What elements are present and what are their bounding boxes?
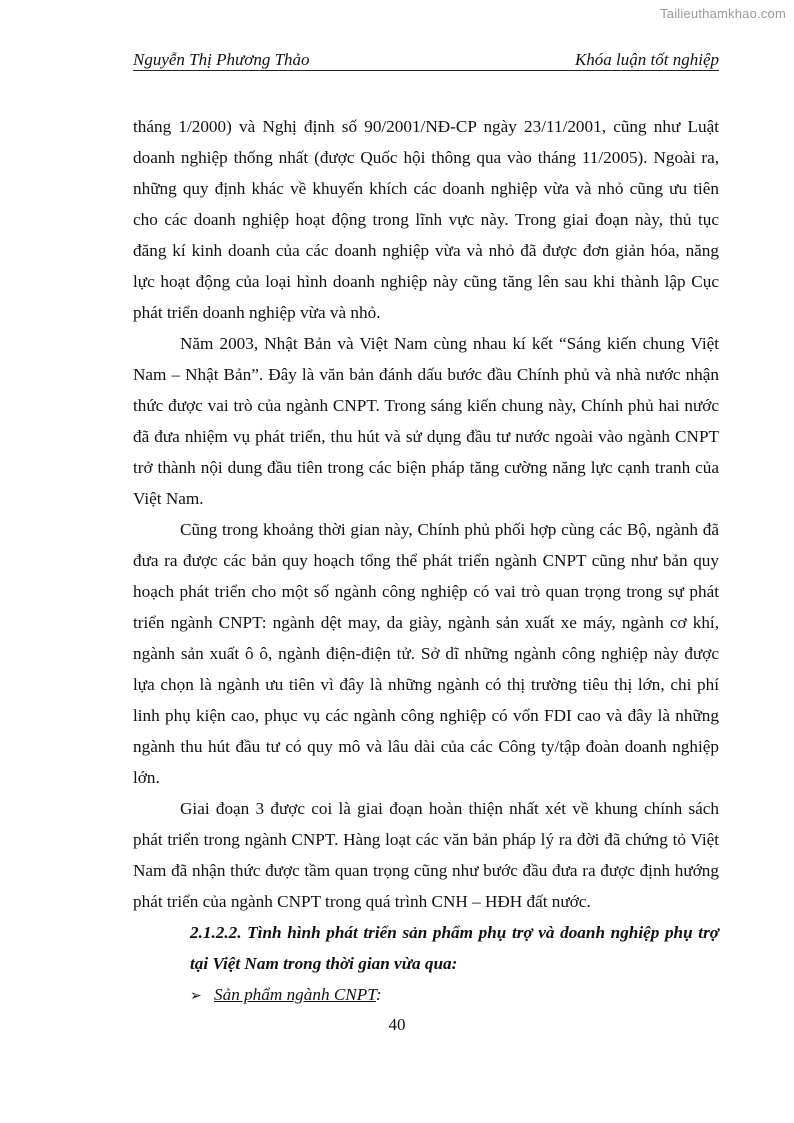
bullet-item bbox=[133, 979, 719, 1012]
bullet-text: Sản phẩm ngành CNPT bbox=[214, 985, 376, 1004]
page-number: 40 bbox=[388, 1015, 406, 1034]
paragraph-phase-3: Giai đoạn 3 được coi là giai đoạn hoàn thiện nhất xét về khung chính sách phát triển trong ngành CNPT. Hàng loạt các văn bản pháp lý ra đời đã chứng tỏ Việt Nam đã nhận thức được tầm quan trọng cũng như bước đầu đưa ra được định hướng phát triển của ngành CNPT trong quá trình CNH – HĐH đất nước. bbox=[133, 799, 719, 911]
paragraph-2003-initiative: Năm 2003, Nhật Bản và Việt Nam cùng nhau kí kết “Sáng kiến chung Việt Nam – Nhật Bản”. Đây là văn bản đánh dấu bước đầu Chính phủ và nhà nước nhận thức được vai trò của ngành CNPT. Trong sáng kiến chung này, Chính phủ hai nước đã đưa nhiệm vụ phát triển, thu hút và sử dụng đầu tư nước ngoài vào ngành CNPT trở thành nội dung đầu tiên trong các biện pháp tăng cường năng lực cạnh tranh của Việt Nam. bbox=[133, 334, 719, 508]
section-heading: 2.1.2.2. Tình hình phát triển sản phẩm phụ trợ và doanh nghiệp phụ trợ tại Việt Nam trong thời gian vừa qua: bbox=[190, 923, 719, 973]
watermark-text: Tailieuthamkhao.com bbox=[660, 6, 786, 21]
page-header bbox=[133, 50, 719, 71]
body-text bbox=[133, 111, 719, 1012]
header-author: Nguyễn Thị Phương Thảo bbox=[133, 50, 310, 69]
arrow-bullet-icon: ➢ bbox=[190, 988, 202, 1004]
bullet-suffix: : bbox=[375, 985, 382, 1004]
header-document-type: Khóa luận tốt nghiệp bbox=[574, 50, 719, 69]
paragraph-continuation: tháng 1/2000) và Nghị định số 90/2001/NĐ-CP ngày 23/11/2001, cũng như Luật doanh nghiệp thống nhất (được Quốc hội thông qua vào tháng 11/2005). Ngoài ra, những quy định khác về khuyến khích các doanh nghiệp vừa và nhỏ cũng ưu tiên cho các doanh nghiệp hoạt động trong lĩnh vực này. Trong giai đoạn này, thủ tục đăng kí kinh doanh của các doanh nghiệp vừa và nhỏ đã được đơn giản hóa, năng lực hoạt động của loại hình doanh nghiệp này cũng tăng lên sau khi thành lập Cục phát triển doanh nghiệp vừa và nhỏ. bbox=[133, 117, 719, 322]
paragraph-master-plans: Cũng trong khoảng thời gian này, Chính phủ phối hợp cùng các Bộ, ngành đã đưa ra được các bản quy hoạch tổng thể phát triển ngành CNPT cũng như bản quy hoạch phát triển cho một số ngành công nghiệp có vai trò quan trọng trong sự phát triển ngành CNPT: ngành dệt may, da giày, ngành sản xuất xe máy, ngành cơ khí, ngành sản xuất ô ô, ngành điện-điện tử. Sở dĩ những ngành công nghiệp này được lựa chọn là ngành ưu tiên vì đây là những ngành có thị trường tiêu thị lớn, chi phí linh phụ kiện cao, phục vụ các ngành công nghiệp có vốn FDI cao và đây là những ngành thu hút đầu tư có quy mô và lâu dài của các Công ty/tập đoàn doanh nghiệp lớn. bbox=[133, 520, 719, 787]
